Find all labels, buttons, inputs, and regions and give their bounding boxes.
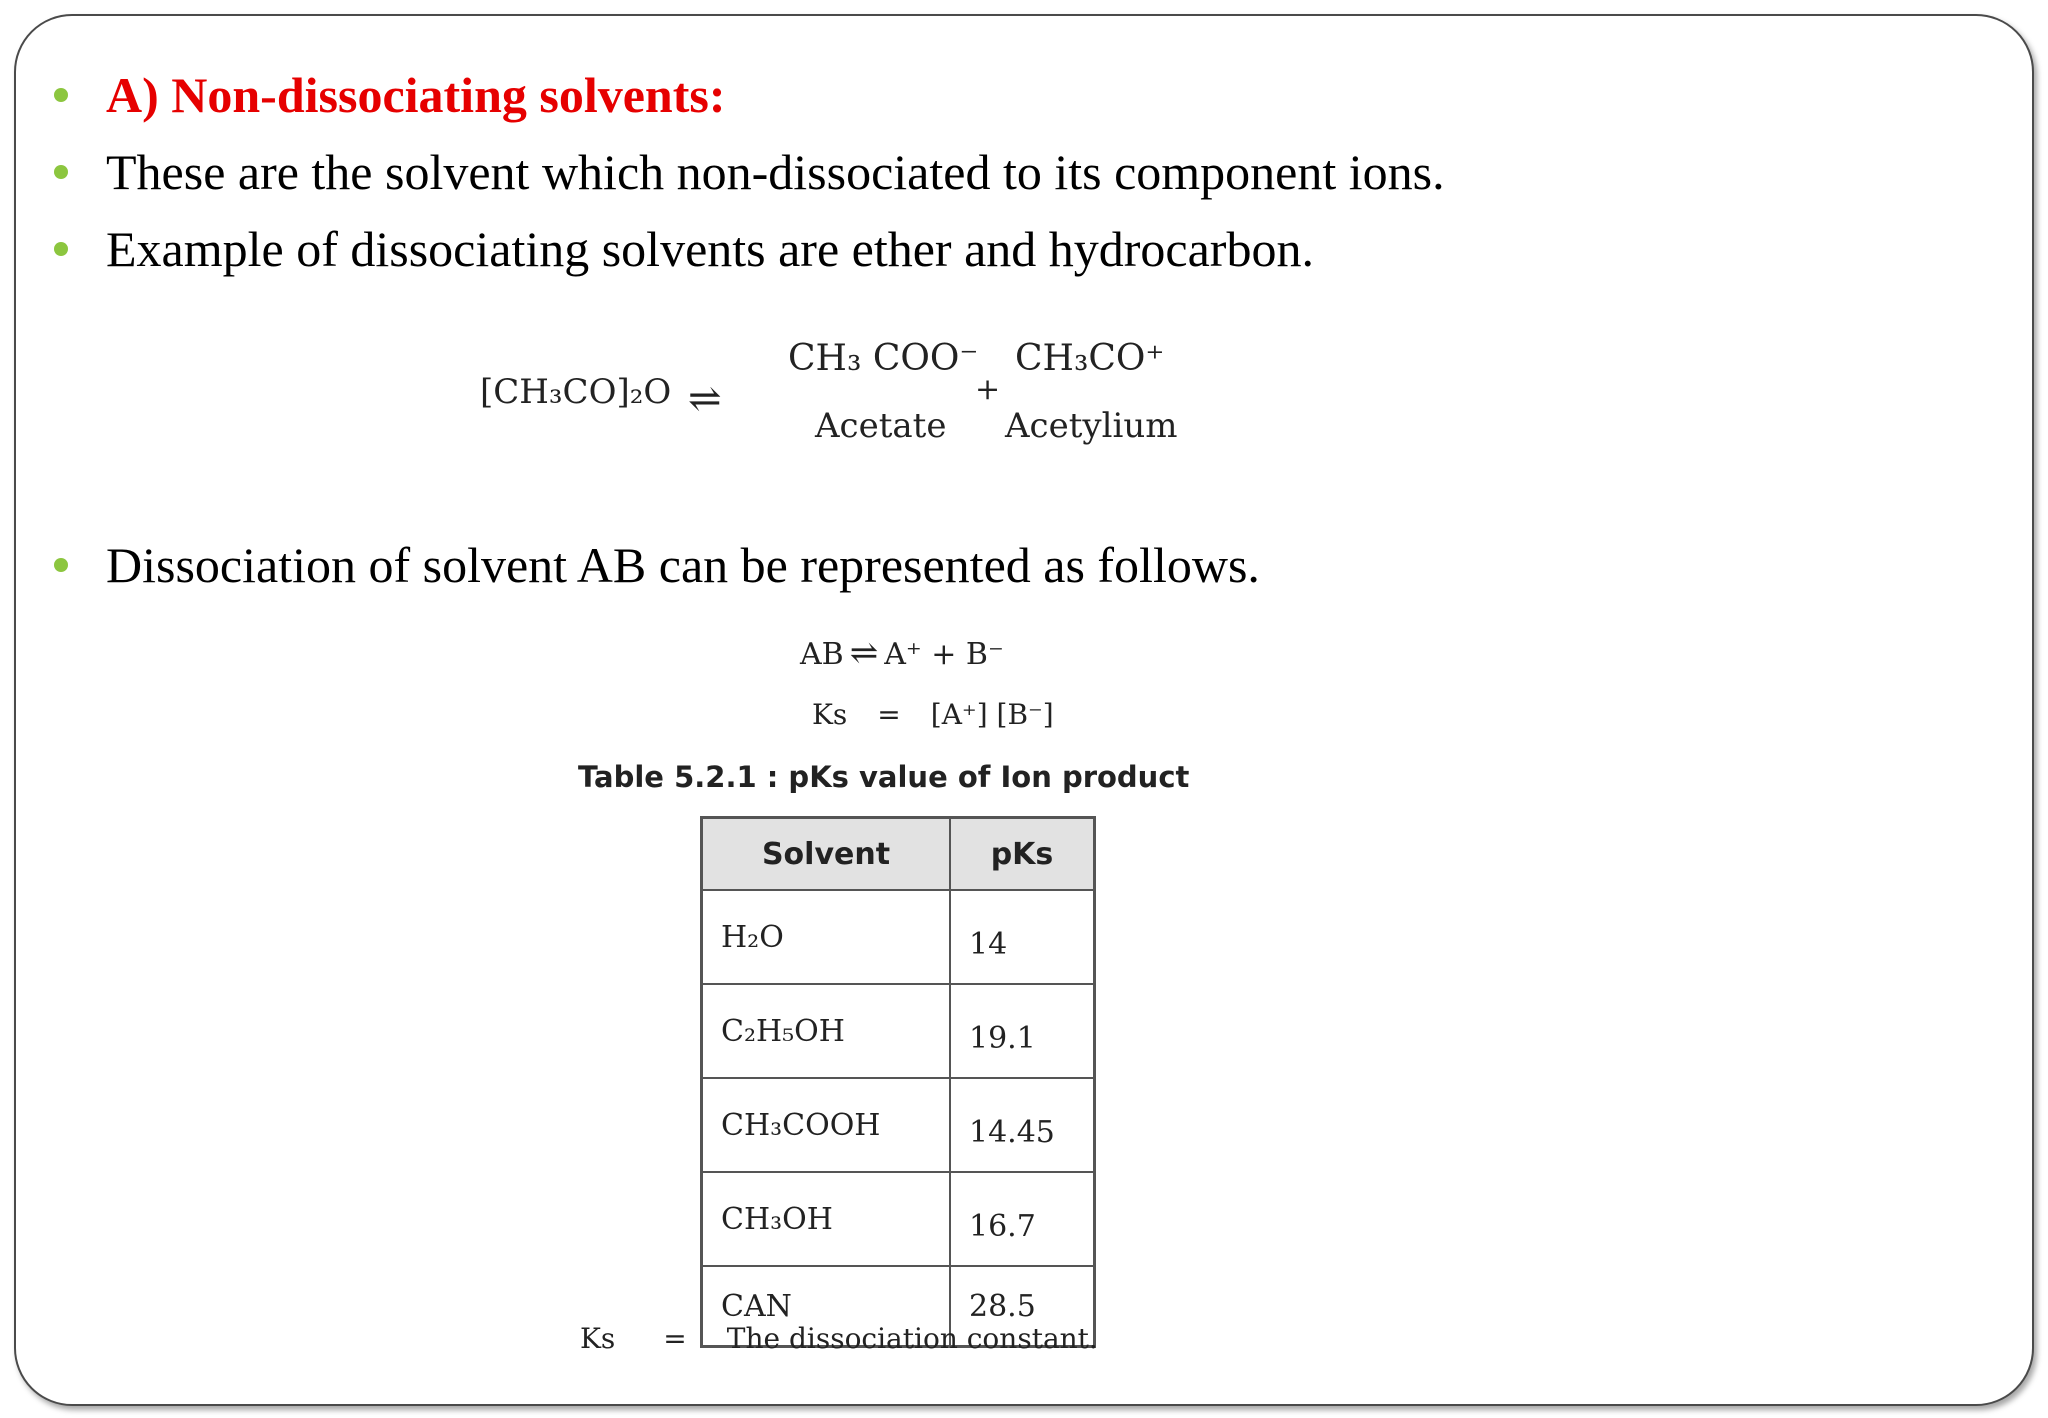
solvent-cell: C₂H₅OH — [702, 984, 951, 1078]
bullet-heading — [54, 67, 726, 123]
equals-sign: = — [663, 1322, 687, 1355]
ks-definition-text: The dissociation constant. — [726, 1322, 1098, 1355]
product-acetylium: CH₃CO⁺ — [1015, 338, 1165, 379]
table-row — [702, 890, 1095, 984]
bullet-text: These are the solvent which non-dissociated to its component ions. — [106, 144, 1445, 200]
bullet-dot-icon — [54, 242, 68, 256]
ks-definition — [580, 1322, 1098, 1355]
plus-sign: + — [975, 372, 1001, 407]
ks-symbol: Ks — [812, 698, 848, 731]
ks-expression: [A⁺] [B⁻] — [930, 698, 1054, 731]
header-solvent: Solvent — [702, 818, 951, 891]
table-caption: Table 5.2.1 : pKs value of Ion product — [578, 760, 1190, 794]
reactant: [CH₃CO]₂O — [480, 372, 672, 412]
equilibrium-arrow-icon: ⇌ — [849, 633, 879, 673]
bullet-text: Dissociation of solvent AB can be represented as follows. — [106, 537, 1260, 593]
heading-text: A) Non-dissociating solvents: — [106, 67, 726, 123]
pks-table — [700, 816, 1096, 1348]
pks-cell: 16.7 — [950, 1172, 1095, 1266]
solvent-cell: CH₃OH — [702, 1172, 951, 1266]
solvent-cell: CH₃COOH — [702, 1078, 951, 1172]
ks-equation — [812, 698, 1054, 731]
table-row — [702, 1172, 1095, 1266]
table-row — [702, 984, 1095, 1078]
solvent-cell: CAN — [702, 1266, 951, 1347]
bullet-dot-icon — [54, 165, 68, 179]
pks-cell: 14.45 — [950, 1078, 1095, 1172]
solvent-cell: H₂O — [702, 890, 951, 984]
bullet-dot-icon — [54, 558, 68, 572]
pks-cell: 14 — [950, 890, 1095, 984]
bullet-example — [54, 221, 1314, 277]
pks-cell: 28.5 — [950, 1266, 1095, 1347]
ab-dissociation-equation — [800, 633, 1004, 673]
pks-cell: 19.1 — [950, 984, 1095, 1078]
product-acetate-name: Acetate — [815, 406, 947, 446]
header-pks: pKs — [950, 818, 1095, 891]
equilibrium-arrow-icon: ⇌ — [688, 376, 722, 422]
equals-sign: = — [877, 698, 901, 731]
acetic-anhydride-equation — [470, 330, 1190, 460]
bullet-dot-icon — [54, 88, 68, 102]
bullet-text: Example of dissociating solvents are ether and hydrocarbon. — [106, 221, 1314, 277]
table-row — [702, 1078, 1095, 1172]
equation-rhs: A⁺ + B⁻ — [884, 637, 1004, 672]
ks-term: Ks — [580, 1322, 616, 1355]
equation-lhs: AB — [800, 637, 844, 672]
product-acetate: CH₃ COO⁻ — [788, 338, 979, 379]
bullet-dissociation — [54, 537, 1260, 593]
bullet-definition — [54, 144, 1445, 200]
table-header-row — [702, 818, 1095, 891]
product-acetylium-name: Acetylium — [1005, 406, 1178, 446]
